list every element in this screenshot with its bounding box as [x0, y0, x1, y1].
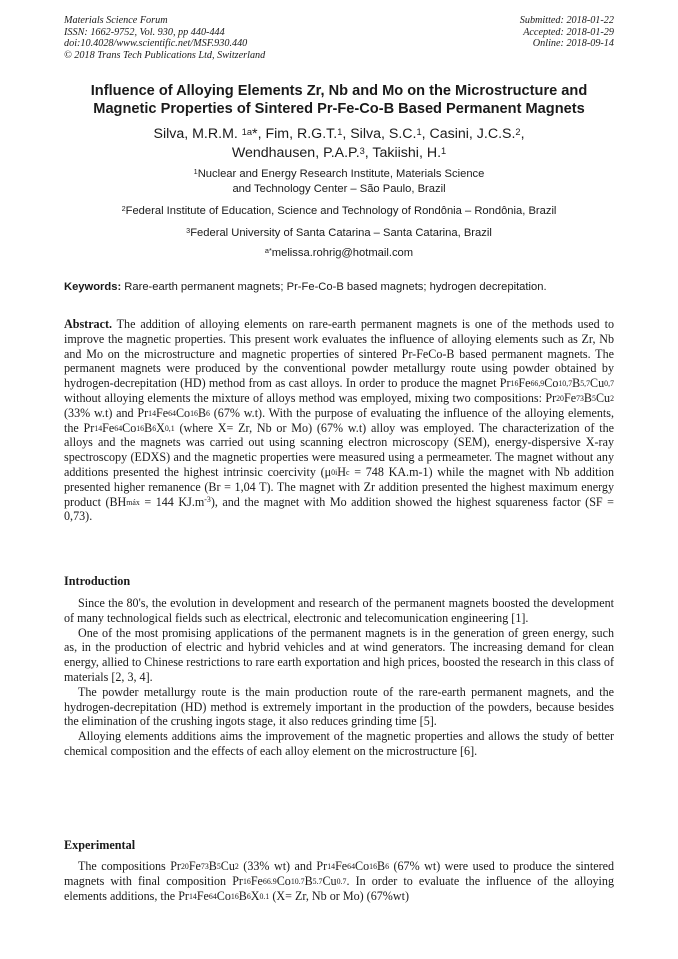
- author: Silva, S.C.: [350, 126, 417, 142]
- paragraph: Since the 80's, the evolution in development and research of the permanent magnets boosted the development of many technological fields such as electrical, electronic and telecomunication engineering [1].: [64, 596, 614, 625]
- affiliation-1: $^1$Nuclear and Energy Research Institute, Materials Science and Technology Center – São Paulo, Brazil: [193, 167, 485, 195]
- introduction-body: [64, 596, 614, 759]
- accepted-date: Accepted: 2018-01-29: [523, 26, 614, 38]
- author: Wendhausen, P.A.P.: [231, 144, 360, 161]
- dates-info: [520, 15, 614, 50]
- author: Silva, M.R.M.: [153, 126, 238, 142]
- experimental-body: The compositions $Pr_{20}Fe_{73}B_5Cu_2$ (33% wt) and $Pr_{14}Fe_{64}Co_{16}B_6$ (67% wt) were used to produce the sintered magnets with final composition $Pr_{16}Fe_{66.9}Co_{10.7}B_{5.7}Cu_{0.7}$. In order to evaluate the influence of the alloying elements additions, the $Pr_{14}Fe_{64}Co_{16}B_6X_{0.1}$ (X= Zr, Nb or Mo) (67%wt): [64, 859, 615, 903]
- paragraph: Alloying elements additions aims the improvement of the magnetic properties and allows the study of better chemical composition and the effects of each alloy element on the microstructure [6].: [64, 729, 614, 758]
- author-list: Silva, M.R.M. $^{1a}$*, Fim, R.G.T.$^1$, Silva, S.C.$^1$, Casini, J.C.S.$^2$, Wendhausen, P.A.P.$^3$, Takiishi, H.$^1$: [153, 126, 525, 161]
- journal-name: Materials Science Forum: [64, 15, 168, 26]
- online-date: Online: 2018-09-14: [532, 38, 614, 50]
- keywords: [64, 280, 616, 295]
- author: Takiishi, H.: [372, 144, 442, 161]
- keywords-label: Keywords:: [64, 281, 122, 293]
- abstract: Abstract. The addition of alloying elements on rare-earth permanent magnets is one of the methods used to improve the magnetic properties. This present work evaluates the influence of alloying elements such as Zr, Nb and Mo on the microstructure and magnetic properties of sintered Pr-FeCo-B based permanent magnets. The permanent magnets were produced by the conventional powder metallurgy route using powder obtained by hydrogen-decrepitation (HD) method from as cast alloys. In order to produce the magnet $Pr_{16}Fe_{66,9}Co_{10,7}B_{5,7}Cu_{0,7}$ without alloying elements the mixture of alloys method was employed, mixing two compositions: $Pr_{20}Fe_{73}B_5Cu_2$ (33% w.t) and $Pr_{14}Fe_{64}Co_{16}B_6$ (67% w.t). With the purpose of evaluating the influence of the alloying elements, the $Pr_{14}Fe_{64}Co_{16}B_6X_{0,1}$ (where X= Zr, Nb or Mo) (67% w.t) alloy was employed. The characterization of the alloys and the magnets was carried out using scanning electron microscopy (SEM), energy-dispersive X-ray spectroscopy (EDXS) and the magnetic properties were measured using a permeameter. The magnet without any additions presented the highest intrinsic coercivity ($\mu_{0i}H_c = 748$ KA.m-1) while the magnet with Nb addition presented higher remanence (Br = 1,04 T). The magnet with Zr addition presented the highest maximum energy product ($BH_{máx} = 144$ $KJ.m^{-3}$), and the magnet with Mo addition showed the highest squareness factor (SF = 0,73).: [64, 317, 614, 524]
- paragraph: One of the most promising applications of the permanent magnets is in the generation of green energy, such as, in the production of electric and hybrid vehicles and at wind generators. The increasing demand for clean energy, allied to Chinese restrictions to rare earth exportation and high prices, boosted the research in this class of materials [2, 3, 4].: [64, 625, 614, 684]
- keywords-text: Rare-earth permanent magnets; Pr-Fe-Co-B based magnets; hydrogen decrepitation.: [121, 281, 547, 293]
- paper-title: Influence of Alloying Elements Zr, Nb and Mo on the Microstructure and Magnetic Properties of Sintered Pr-Fe-Co-B Based Permanent Magnets: [90, 83, 588, 117]
- affiliation-3: $^3$Federal University of Santa Catarina – Santa Catarina, Brazil: [186, 226, 492, 239]
- author: Casini, J.C.S.: [429, 126, 516, 142]
- introduction-heading: Introduction: [64, 574, 131, 588]
- copyright-line: © 2018 Trans Tech Publications Ltd, Switzerland: [64, 49, 266, 61]
- author: Fim, R.G.T.: [265, 126, 338, 142]
- author-email: $^{a*}$melissa.rohrig@hotmail.com: [264, 246, 414, 259]
- paragraph: The powder metallurgy route is the main production route of the rare-earth permanent magnets, and the hydrogen-decrepitation (HD) method is extremely important in the production of the powders, because besides the elimination of the crushing ingots stage, it also reduces grinding time [5].: [64, 684, 614, 729]
- submitted-date: Submitted: 2018-01-22: [519, 15, 614, 26]
- issn-line: ISSN: 1662-9752, Vol. 930, pp 440-444: [64, 26, 225, 38]
- journal-info: [64, 15, 265, 61]
- affiliation-2: $^2$Federal Institute of Education, Science and Technology of Rondônia – Rondônia, Brazil: [121, 204, 557, 217]
- doi-line: doi:10.4028/www.scientific.net/MSF.930.440: [64, 38, 248, 50]
- experimental-heading: Experimental: [64, 838, 136, 852]
- abstract-label: Abstract.: [64, 317, 113, 331]
